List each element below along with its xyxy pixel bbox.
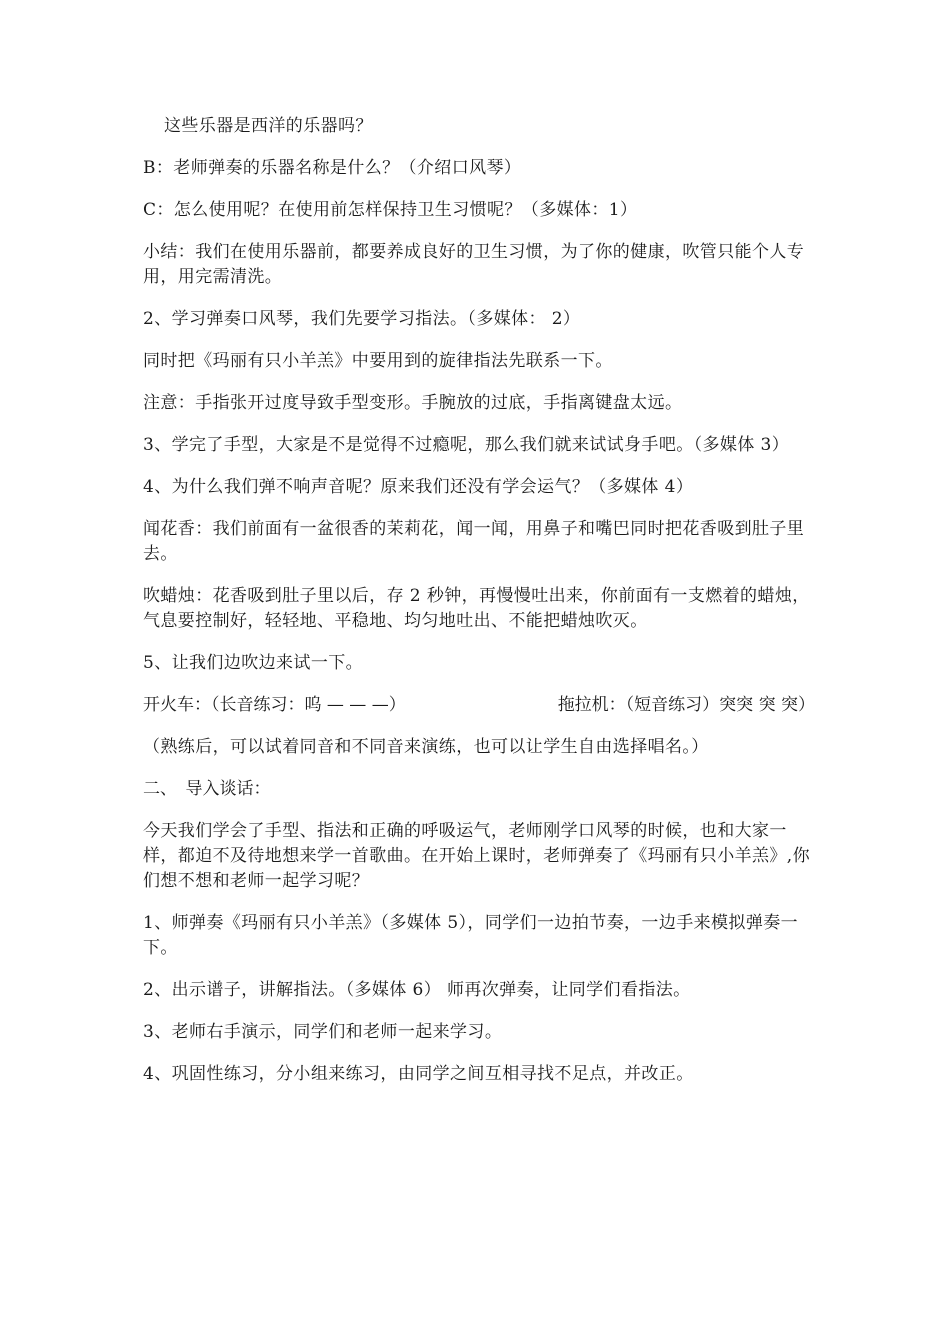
paragraph-step-4: 4、为什么我们弹不响声音呢？原来我们还没有学会运气？（多媒体 4）: [143, 477, 694, 497]
paragraph-summary: 小结：我们在使用乐器前，都要养成良好的卫生习惯，为了你的健康，吹管只能个人专用，用完需清洗。: [143, 242, 805, 287]
section-heading: 二、 导入谈话：: [143, 779, 271, 799]
paragraph-smell-flower: 闻花香：我们前面有一盆很香的茉莉花，闻一闻，用鼻子和嘴巴同时把花香吸到肚子里去。: [143, 519, 805, 564]
paragraph-intro-step-4: 4、巩固性练习，分小组来练习，由同学之间互相寻找不足点，并改正。: [143, 1064, 694, 1084]
paragraph-attention: 注意：手指张开过度导致手型变形。手腕放的过底，手指离键盘太远。: [143, 393, 683, 413]
paragraph-intro-step-1: 1、师弹奏《玛丽有只小羊羔》（多媒体 5），同学们一边拍节奏，一边手来模拟弹奏一下。: [143, 913, 799, 958]
paragraph-step-2: 2、学习弹奏口风琴，我们先要学习指法。（多媒体： 2）: [143, 309, 581, 329]
paragraph-intro-talk: 今天我们学会了手型、指法和正确的呼吸运气，老师刚学口风琴的时候，也和大家一样，都迫不及待地想来学一首歌曲。在开始上课时，老师弹奏了《玛丽有只小羊羔》,你们想不想和老师一起学习呢？: [143, 821, 811, 891]
paragraph-step-5: 5、让我们边吹边来试一下。: [143, 653, 364, 673]
paragraph-note: （熟练后，可以试着同音和不同音来演练，也可以让学生自由选择唱名。）: [143, 737, 709, 757]
document-body: [143, 114, 815, 1104]
practice-short-note: 拖拉机：（短音练习）突突 突 突）: [557, 695, 815, 715]
practice-row: [143, 693, 815, 718]
paragraph-question: 这些乐器是西洋的乐器吗？: [164, 116, 373, 136]
paragraph-melody: 同时把《玛丽有只小羊羔》中要用到的旋律指法先联系一下。: [143, 351, 613, 371]
paragraph-c: C：怎么使用呢？在使用前怎样保持卫生习惯呢？（多媒体：1）: [143, 200, 638, 220]
paragraph-intro-step-3: 3、老师右手演示，同学们和老师一起来学习。: [143, 1022, 503, 1042]
paragraph-blow-candle: 吹蜡烛：花香吸到肚子里以后，存 2 秒钟，再慢慢吐出来，你前面有一支燃着的蜡烛，气息要控制好，轻轻地、平稳地、均匀地吐出、不能把蜡烛吹灭。: [143, 586, 810, 631]
paragraph-intro-step-2: 2、出示谱子，讲解指法。（多媒体 6） 师再次弹奏，让同学们看指法。: [143, 980, 691, 1000]
practice-long-note: 开火车：（长音练习：呜 — — —）: [143, 695, 406, 715]
paragraph-b: B：老师弹奏的乐器名称是什么？（介绍口风琴）: [143, 158, 522, 178]
paragraph-step-3: 3、学完了手型，大家是不是觉得不过瘾呢，那么我们就来试试身手吧。（多媒体 3）: [143, 435, 790, 455]
